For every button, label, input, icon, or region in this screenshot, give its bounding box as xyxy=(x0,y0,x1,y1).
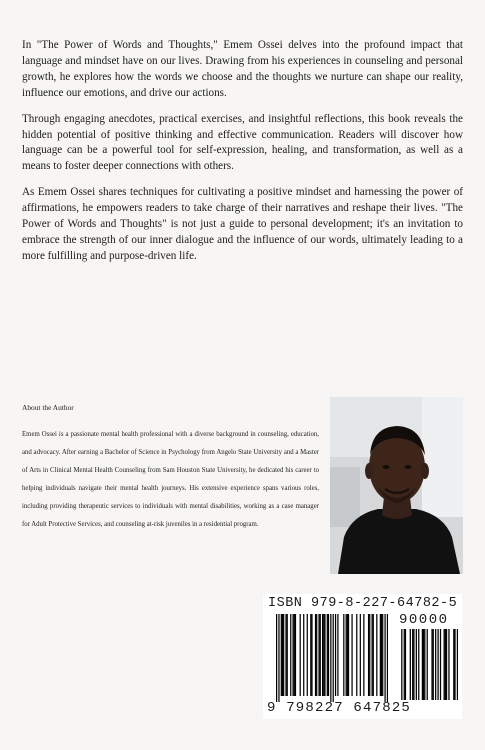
barcode-bar xyxy=(283,614,284,696)
description-paragraph: Through engaging anecdotes, practical exercises, and insightful reflections, this book reveals the hidden potential of positive thinking and effective communication. Readers will discover how language can be a powerful tool for self-expression, healing, and transformation, as well as a means to foster deeper connections with others. xyxy=(22,112,463,173)
barcode-bar xyxy=(320,614,321,696)
addon-bar xyxy=(416,629,417,700)
addon-bar xyxy=(445,629,446,700)
barcode-bar xyxy=(278,614,279,702)
isbn-label: ISBN 979-8-227-64782-5 xyxy=(268,596,458,611)
barcode-bar xyxy=(369,614,370,696)
barcode-bar xyxy=(381,614,382,696)
addon-bar xyxy=(405,629,406,700)
barcode-bar xyxy=(318,614,319,696)
barcode-bar xyxy=(293,614,294,696)
isbn-barcode xyxy=(263,594,462,719)
barcode-bar xyxy=(356,614,357,696)
barcode-bar xyxy=(294,614,295,696)
addon-bar xyxy=(418,629,419,700)
addon-bar xyxy=(404,629,405,700)
addon-bar xyxy=(401,629,402,700)
description-paragraph: In "The Power of Words and Thoughts," Emem Ossei delves into the profound impact that language and mindset have on our lives. Drawing from his experiences in counseling and personal growth, he explores how the words we choose and the thoughts we nurture can shape our reality, influence our emotions, and drive our actions. xyxy=(22,39,463,99)
price-addon-barcode xyxy=(400,629,458,700)
barcode-bar xyxy=(368,614,369,696)
barcode-bar xyxy=(380,614,381,696)
addon-bar xyxy=(423,629,424,700)
addon-bar xyxy=(435,629,436,700)
barcode-bar xyxy=(346,614,347,696)
barcode-bar xyxy=(343,614,344,696)
barcode-bar xyxy=(287,614,288,696)
addon-bar xyxy=(437,629,438,700)
addon-bar xyxy=(440,629,441,700)
addon-bar xyxy=(424,629,425,700)
barcode-bar xyxy=(300,614,301,696)
addon-bar xyxy=(422,629,423,700)
addon-bar xyxy=(431,629,432,700)
barcode-bar xyxy=(323,614,324,696)
addon-bar xyxy=(446,629,447,700)
addon-bar xyxy=(444,629,445,700)
addon-bar xyxy=(413,629,414,700)
addon-bar xyxy=(410,629,411,700)
barcode-bar xyxy=(376,614,377,696)
barcode-bar xyxy=(324,614,325,696)
addon-bar xyxy=(453,629,454,700)
addon-bar xyxy=(427,629,428,700)
barcode-bar xyxy=(351,614,352,696)
barcode-bar xyxy=(307,614,308,696)
barcode-bar xyxy=(311,614,312,696)
barcode-bar xyxy=(360,614,361,696)
barcode-bar xyxy=(347,614,348,696)
barcode-bar xyxy=(387,614,388,702)
barcode-bar xyxy=(295,614,296,696)
barcode-bar xyxy=(328,614,329,696)
ean13-barcode xyxy=(276,614,388,702)
addon-bar xyxy=(412,629,413,700)
description-paragraph: As Emem Ossei shares techniques for cultivating a positive mindset and harnessing the power of affirmations, he empowers readers to take charge of their narratives and reshape their lives. "The Power of Words and Thoughts" is not just a guide to personal development; it's an invitation to embrace the strength of our inner dialogue and the influence of our words, ultimately leading to a more fulfilling and purpose-driven life. xyxy=(22,186,463,262)
price-code: 90000 xyxy=(399,612,449,628)
book-description xyxy=(22,38,463,275)
barcode-bar xyxy=(310,614,311,696)
addon-bar xyxy=(457,629,458,700)
barcode-bar xyxy=(333,614,334,702)
barcode-bar xyxy=(290,614,291,696)
isbn-digits: 9 798227 647825 xyxy=(267,700,412,716)
barcode-bar xyxy=(316,614,317,696)
addon-bar xyxy=(448,629,449,700)
barcode-bar xyxy=(348,614,349,696)
barcode-bar xyxy=(322,614,323,696)
about-author-text: Emem Ossei is a passionate mental health professional with a diverse background in counseling, education, and advocacy. After earning a Bachelor of Science in Psychology from Angelo State University and a Master of Arts in Clinical Mental Health Counseling from Sam Houston State University, he dedicated his career to helping individuals navigate their mental health journeys. His extensive experience spans various roles, including providing therapeutic services to individuals with mental disabilities, working as a case manager for Adult Protective Services, and counseling at-risk juveniles in a residential program. xyxy=(22,431,319,528)
addon-bar xyxy=(454,629,455,700)
barcode-bar xyxy=(327,614,328,696)
barcode-bar xyxy=(315,614,316,696)
barcode-bar xyxy=(285,614,286,696)
barcode-bar xyxy=(335,614,336,696)
barcode-bar xyxy=(382,614,383,696)
barcode-bar xyxy=(303,614,304,696)
about-author-heading: About the Author xyxy=(22,403,74,412)
barcode-bar xyxy=(363,614,364,696)
barcode-bar xyxy=(276,614,277,702)
barcode-bar xyxy=(330,614,331,702)
barcode-bar xyxy=(282,614,283,696)
barcode-bar xyxy=(371,614,372,696)
barcode-bar xyxy=(373,614,374,696)
barcode-bar xyxy=(384,614,385,702)
addon-bar xyxy=(433,629,434,700)
barcode-bar xyxy=(281,614,282,696)
author-photo xyxy=(330,397,463,574)
barcode-bar xyxy=(337,614,338,696)
